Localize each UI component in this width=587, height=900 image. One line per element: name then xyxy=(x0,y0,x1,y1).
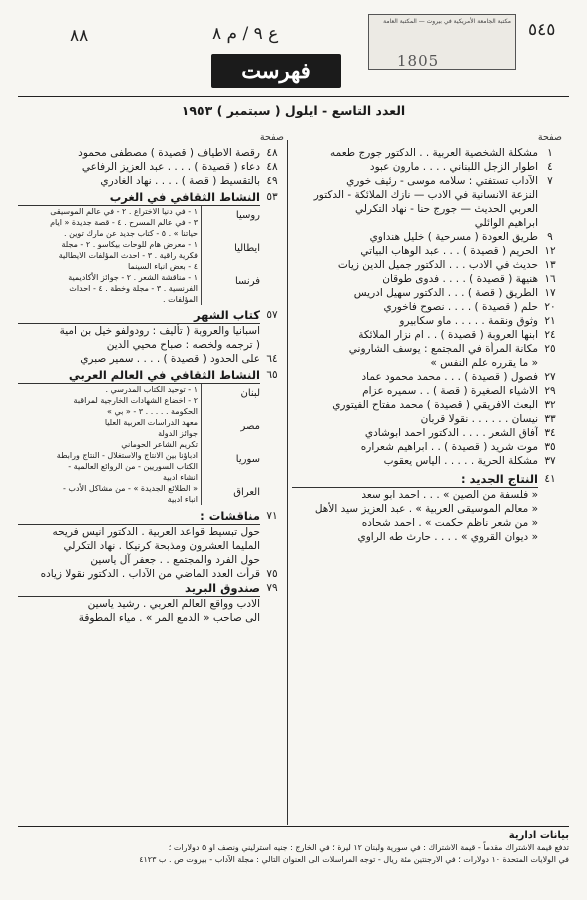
page-number: ٦٥ xyxy=(266,369,278,381)
footer-title: بيانات ادارية xyxy=(508,830,569,841)
stamp-text: مكتبة الجامعة الأمريكية في بيروت — المكتبة العامة xyxy=(383,18,511,25)
book-lines xyxy=(18,324,284,352)
toc-entry xyxy=(292,202,562,216)
footer-line-2: في الولايات المتحدة ١٠ دولارات ؛ في الارجنتين مئة ريال - توجه المراسلات الى العنوان التالي : مجلة الآداب - بيروت ص . ب ٤١٢٣ xyxy=(139,855,569,864)
section-title: النشاط الثقافي في العالم العربي xyxy=(18,368,260,384)
toc-entry xyxy=(292,160,562,174)
stamp-number: 1805 xyxy=(397,52,440,70)
mailbox-line: الادب وواقع العالم العربي . رشيد ياسين xyxy=(87,598,260,610)
page-number: ٤٨ xyxy=(266,161,278,173)
entry-text: فصول ( قصيدة ) . . . محمد محمود عماد xyxy=(361,371,538,383)
discussion-line: حول تبسيط قواعد العربية . الدكتور انيس فريحه xyxy=(52,526,260,538)
entry-text: ابنها العروبة ( قصيدة ) . . ام نزار الملائكة xyxy=(358,329,538,341)
toc-entry xyxy=(18,174,284,188)
section-title: النشاط الثقافي في الغرب xyxy=(18,190,260,206)
country-item-line: ٤ - بعض انباء السينما xyxy=(128,262,198,271)
country-items xyxy=(18,417,202,450)
entry-text: حلم ( قصيدة ) . . . . نصوح فاخوري xyxy=(383,301,538,313)
section-title: النتاج الجديد : xyxy=(292,472,538,488)
page-number: ٦٤ xyxy=(266,353,278,365)
country-item-line: فكرية راقية . ٣ - احدث المؤلفات الايطالية xyxy=(58,251,198,260)
country-block xyxy=(18,417,260,450)
section-title: صندوق البريد xyxy=(18,581,260,597)
mailbox-line: الى صاحب « الدمع المر » . مياء المطوقة xyxy=(78,612,260,624)
border-poem-entry xyxy=(18,352,284,366)
country-block xyxy=(18,272,260,305)
toc-entry xyxy=(18,160,284,174)
country-item-line: ادباؤنا بين الانتاج والاستغلال - النتاج ورابطة xyxy=(56,451,198,460)
toc-entry xyxy=(292,398,562,412)
arab-countries xyxy=(18,384,284,505)
discussions-header xyxy=(18,509,284,525)
country-item-line: المؤلفات . xyxy=(163,295,198,304)
page-number: ٣٥ xyxy=(544,441,556,453)
page-number: ٤ xyxy=(547,161,553,173)
page-number: ١ xyxy=(547,147,553,159)
country-name: مصر xyxy=(240,421,260,432)
toc-entry xyxy=(292,230,562,244)
country-name: ايطاليا xyxy=(234,243,260,254)
entry-text: « ما يقرره علم النفس » xyxy=(430,357,538,369)
section-title: كتاب الشهر xyxy=(18,308,260,324)
column-divider xyxy=(287,140,288,825)
country-item-line: انشاء ادبية xyxy=(162,473,198,482)
page-number: ٤١ xyxy=(544,473,556,485)
discussion-line: المليما العشرون ومذبحة كرنيكا . نهاد التكرلي xyxy=(63,540,260,552)
entry-text: هنيهة ( قصيدة ) . . . . فدوى طوقان xyxy=(382,273,538,285)
toc-entry xyxy=(292,258,562,272)
country-item-line: حياتنا » . ٥ - كتاب جديد عن مارك توين . xyxy=(64,229,198,238)
page-number: ١٧ xyxy=(544,287,556,299)
section-title: مناقشات : xyxy=(18,509,260,525)
page-number: ٣٣ xyxy=(544,413,556,425)
right-entries xyxy=(292,146,562,468)
page-number: ١٦ xyxy=(544,273,556,285)
toc-entry xyxy=(292,342,562,356)
top-rule xyxy=(18,96,569,97)
toc-entry xyxy=(292,412,562,426)
entry-text: البعث الافريقي ( قصيدة ) محمد مفتاح الفيتوري xyxy=(332,399,538,411)
country-items xyxy=(18,239,202,272)
page-number: ٣٤ xyxy=(544,427,556,439)
handwritten-number-right: ٥٤٥ xyxy=(528,20,556,40)
page-number: ٤٩ xyxy=(266,175,278,187)
left-column xyxy=(18,132,284,625)
toc-entry xyxy=(292,272,562,286)
toc-entry xyxy=(292,188,562,202)
toc-entry xyxy=(292,370,562,384)
mailbox-header xyxy=(18,581,284,597)
entry-text: رقصة الاطياف ( قصيدة ) مصطفى محمود xyxy=(78,147,260,159)
country-block xyxy=(18,450,260,483)
country-item-line: ١ - مناقشة الشعر . ٢ - جوائز الأكاديمية xyxy=(68,273,198,282)
discussion-line: حول الفرد والمجتمع . . جعفر آل ياسين xyxy=(90,554,260,566)
country-item-line: جوائز الدولة xyxy=(158,429,198,438)
country-block xyxy=(18,384,260,417)
toc-entry xyxy=(292,216,562,230)
toc-entry xyxy=(292,328,562,342)
toc-entry xyxy=(292,314,562,328)
entry-text: مشكلة الشخصية العربية . . الدكتور جورج طعمه xyxy=(330,147,538,159)
left-entries xyxy=(18,146,284,188)
page-number: ٥٣ xyxy=(266,191,278,203)
toc-entry xyxy=(292,440,562,454)
admin-footer xyxy=(18,830,569,866)
new-product-item: « ديوان القروي » . . . . حارث طه الراوي xyxy=(357,531,538,543)
page-number: ٩ xyxy=(547,231,553,243)
entry-text: النزعة الانسانية في الادب — نازك الملائكة - الدكتور xyxy=(313,189,538,201)
page-number: ٢١ xyxy=(544,315,556,327)
country-items xyxy=(18,272,202,305)
entry-text: موت شريد ( قصيدة ) . . ابراهيم شعراره xyxy=(360,441,538,453)
entry-text: دعاء ( قصيدة ) . . . . عبد العزيز الرفاعي xyxy=(81,161,260,173)
west-countries xyxy=(18,206,284,305)
country-name: العراق xyxy=(233,487,260,498)
right-column xyxy=(292,132,562,544)
entry-text: الآداب تستفتي : سلامه موسى - رئيف خوري xyxy=(346,175,538,187)
country-item-line: الحكومة . . . . . ٣ - « بي » xyxy=(107,407,198,416)
entry-text: الاشياء الصغيرة ( قصة ) . . سميره عزام xyxy=(362,385,538,397)
index-banner: فهرست xyxy=(211,54,341,88)
footer-rule xyxy=(18,826,569,827)
country-block xyxy=(18,239,260,272)
discussions-lines xyxy=(18,525,284,567)
page-number: ٧٩ xyxy=(266,582,278,594)
page-number: ٧٥ xyxy=(266,568,278,580)
country-block xyxy=(18,206,260,239)
country-name: لبنان xyxy=(240,388,260,399)
new-product-item: « فلسفة من الصين » . . . احمد ابو سعد xyxy=(361,489,538,501)
country-item-line: تكريم الشاعر الحوماني xyxy=(121,440,198,449)
toc-entry xyxy=(292,454,562,468)
new-products-list xyxy=(292,488,562,544)
page-number: ٢٩ xyxy=(544,385,556,397)
new-products-header xyxy=(292,472,562,488)
page-number: ١٢ xyxy=(544,245,556,257)
country-name: فرنسا xyxy=(234,276,260,287)
entry-text: مكانة المرأة في المجتمع : يوسف الشاروني xyxy=(348,343,538,355)
entry-text: آفاق الشعر . . . . الدكتور احمد ابوشادي xyxy=(364,427,538,439)
entry-text: مشكلة الحرية . . . . . الياس يعقوب xyxy=(383,455,538,467)
country-items xyxy=(18,450,202,483)
page-number: ٢٥ xyxy=(544,343,556,355)
entry-text: نيسان . . . . . . نقولا قربان xyxy=(420,413,538,425)
toc-entry xyxy=(292,174,562,188)
country-block xyxy=(18,483,260,505)
entry-text: حديث في الادب . . . الدكتور جميل الدين زيات xyxy=(337,259,538,271)
footer-line-1: تدفع قيمة الاشتراك مقدماً - قيمة الاشتراك : في سورية ولبنان ١٢ ليرة ؛ في الخارج : جنيه استرليني ونصف او ٥ دولارات ؛ xyxy=(168,843,569,852)
page-number: ٥٧ xyxy=(266,309,278,321)
entry-text: اطوار الزجل اللبناني . . . . مارون عبود xyxy=(369,161,538,173)
country-item-line: ١ - توحيد الكتاب المدرسي . xyxy=(105,385,198,394)
book-line: اسبانيا والعروبة ( تأليف : رودولفو خيل بن امية xyxy=(59,325,260,337)
country-item-line: انباء ادبية xyxy=(167,495,198,504)
page-number: ٢٧ xyxy=(544,371,556,383)
page-number: ٢٤ xyxy=(544,329,556,341)
page-number: ٤٨ xyxy=(266,147,278,159)
reading-entry xyxy=(18,567,284,581)
toc-entry xyxy=(292,300,562,314)
handwritten-number-mid: ع ٩ / م ٨ xyxy=(212,24,279,44)
country-item-line: « الطلائع الجديدة » - من مشاكل الأدب - xyxy=(62,484,198,493)
country-item-line: ١ - معرض هام للوحات بيكاسو . ٢ - مجلة xyxy=(61,240,198,249)
entry-text: قرأت العدد الماضي من الآداب . الدكتور نقولا زياده xyxy=(40,568,260,580)
country-item-line: ١ - في دنيا الاختراع . ٢ - في عالم الموسيقى xyxy=(50,207,198,216)
page-number: ٧١ xyxy=(266,510,278,522)
toc-entry xyxy=(292,286,562,300)
book-header xyxy=(18,308,284,324)
handwritten-number-left: ٨٨ xyxy=(70,26,89,46)
entry-text: على الحدود ( قصيدة ) . . . . سمير صبري xyxy=(80,353,260,365)
toc-entry xyxy=(292,356,562,370)
arab-header xyxy=(18,368,284,384)
country-name: روسيا xyxy=(235,210,260,221)
toc-entry xyxy=(292,146,562,160)
entry-text: وثوق ونقمة . . . . . ماو سكابيرو xyxy=(399,315,538,327)
toc-entry xyxy=(18,146,284,160)
country-items xyxy=(18,206,202,239)
west-header xyxy=(18,190,284,206)
entry-text: العربي الحديث — جورج حنا - نهاد التكرلي xyxy=(354,203,538,215)
page-number: ٢٠ xyxy=(544,301,556,313)
country-name: سوريا xyxy=(235,454,260,465)
country-items xyxy=(18,384,202,417)
entry-text: بالتقسيط ( قصة ) . . . . نهاد الغادري xyxy=(100,175,260,187)
country-item-line: الفرنسية . ٣ - مجلة وخطة . ٤ - احداث xyxy=(69,284,198,293)
page-number: ٣٧ xyxy=(544,455,556,467)
toc-entry xyxy=(292,384,562,398)
book-line: ( ترجمه ولخصه : صباح محيي الدين xyxy=(106,339,260,351)
entry-text: ابراهيم الوائلي xyxy=(474,217,538,229)
library-stamp xyxy=(368,14,516,70)
toc-entry xyxy=(292,426,562,440)
page-column-header: صفحة xyxy=(537,132,562,143)
country-item-line: ٢ - اخضاع الشهادات الخارجية لمراقبة xyxy=(73,396,198,405)
page-number: ٧ xyxy=(547,175,553,187)
page-column-header: صفحة xyxy=(259,132,284,143)
country-item-line: ٣ - في عالم المسرح . ٤ - قصة جديدة « ايام xyxy=(50,218,198,227)
country-item-line: الكتاب السوريين - من الروائع العالمية - xyxy=(68,462,198,471)
entry-text: الحريم ( قصيدة ) . . . عبد الوهاب البياتي xyxy=(360,245,538,257)
new-product-item: « من شعر ناظم حكمت » . احمد شحاده xyxy=(361,517,538,529)
issue-title: العدد التاسع - ايلول ( سبتمبر ) ١٩٥٣ xyxy=(181,103,406,118)
entry-text: الطريق ( قصة ) . . . الدكتور سهيل ادريس xyxy=(353,287,538,299)
mailbox-lines xyxy=(18,597,284,625)
new-product-item: « معالم الموسيقى العربية » . عبد العزيز سيد الأهل xyxy=(314,503,538,515)
toc-entry xyxy=(292,244,562,258)
country-item-line: معهد الدراسات العربية العليا xyxy=(104,418,198,427)
page-number: ٣٢ xyxy=(544,399,556,411)
entry-text: طريق العودة ( مسرحية ) خليل هنداوي xyxy=(369,231,538,243)
page-number: ١٣ xyxy=(544,259,556,271)
country-items xyxy=(18,483,202,505)
